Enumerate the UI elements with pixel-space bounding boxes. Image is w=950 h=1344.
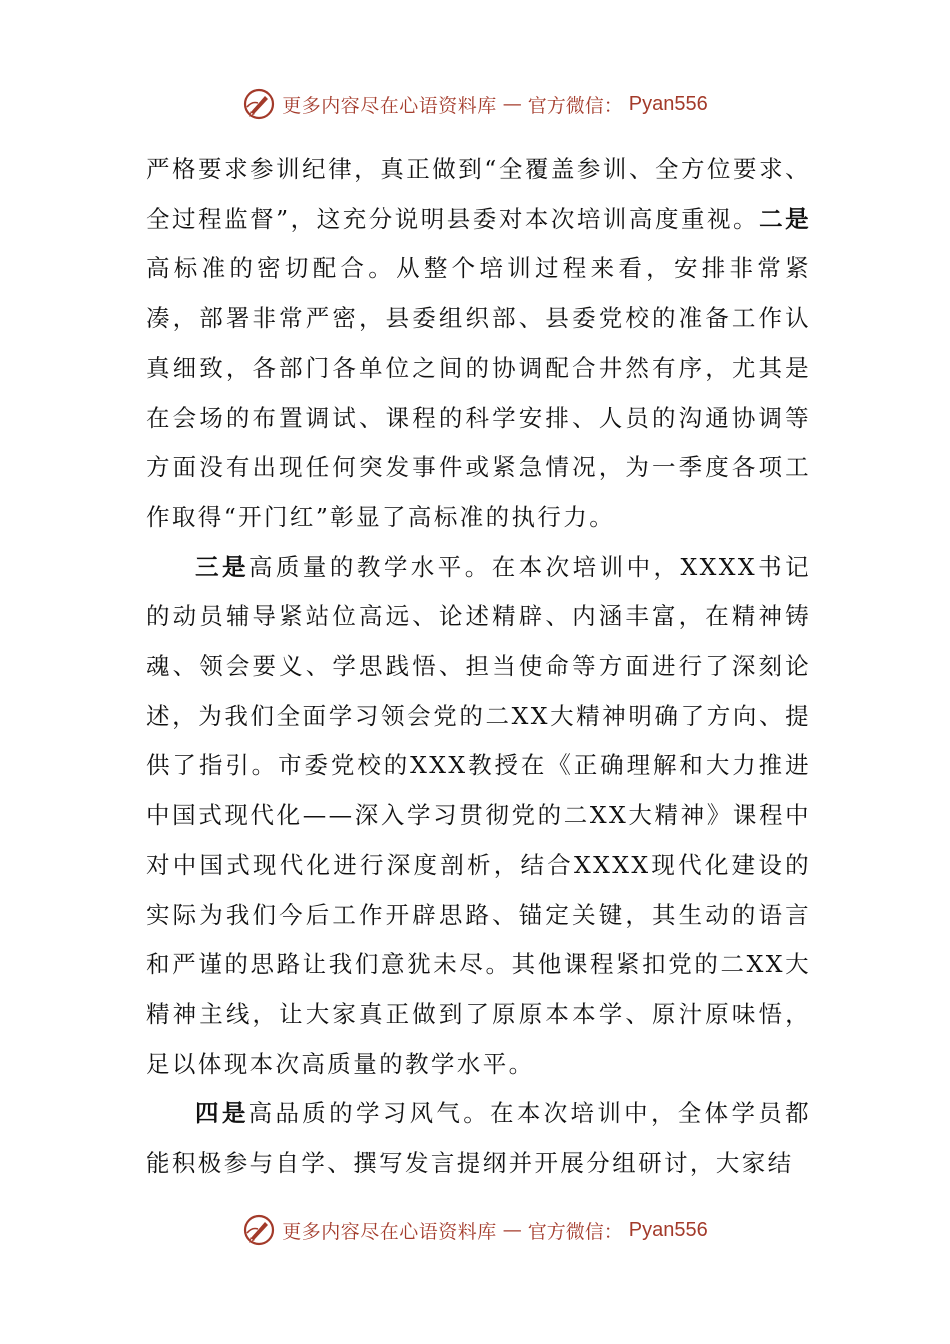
paragraph-1-bold-lead: 二是	[759, 204, 811, 233]
paragraph-1-text-a: 严格要求参训纪律，真正做到“全覆盖参训、全方位要求、全过程监督”，这充分说明县委对本次培训高度重视。	[146, 155, 811, 233]
paragraph-2	[146, 543, 811, 1090]
paragraph-3	[146, 1089, 811, 1188]
watermark-dash: —	[502, 93, 522, 115]
watermark-dash: —	[502, 1219, 522, 1241]
paragraph-1	[146, 145, 811, 543]
watermark-label: 官方微信：	[527, 94, 623, 117]
paragraph-2-bold-lead: 三是	[195, 552, 249, 581]
watermark-label: 官方微信：	[527, 1220, 623, 1243]
paragraph-1-text-b: 高标准的密切配合。从整个培训过程来看，安排非常紧凑，部署非常严密，县委组织部、县委党校的准备工作认真细致，各部门各单位之间的协调配合井然有序，尤其是在会场的布置调试、课程的科学安排、人员的沟通协调等方面没有出现任何突发事件或紧急情况，为一季度各项工作取得“开门红”彰显了高标准的执行力。	[146, 254, 811, 531]
pen-logo-icon	[242, 87, 276, 121]
watermark-main-text: 更多内容尽在心语资料库	[282, 1220, 497, 1243]
pen-logo-icon	[242, 1213, 276, 1247]
watermark-main-text: 更多内容尽在心语资料库	[282, 94, 497, 117]
paragraph-2-text: 高质量的教学水平。在本次培训中，XXXX书记的动员辅导紧站位高远、论述精辟、内涵丰富，在精神铸魂、领会要义、学思践悟、担当使命等方面进行了深刻论述，为我们全面学习领会党的二XX大精神明确了方向、提供了指引。市委党校的XXX教授在《正确理解和大力推进中国式现代化——深入学习贯彻党的二XX大精神》课程中对中国式现代化进行深度剖析，结合XXXX现代化建设的实际为我们今后工作开辟思路、锚定关键，其生动的语言和严谨的思路让我们意犹未尽。其他课程紧扣党的二XX大精神主线，让大家真正做到了原原本本学、原汁原味悟，足以体现本次高质量的教学水平。	[146, 552, 811, 1078]
header-watermark	[0, 84, 950, 124]
paragraph-3-bold-lead: 四是	[195, 1099, 249, 1128]
footer-watermark	[0, 1210, 950, 1250]
watermark-id: Pyan556	[628, 1218, 708, 1241]
document-body	[146, 145, 811, 1189]
paragraph-3-text: 高品质的学习风气。在本次培训中，全体学员都能积极参与自学、撰写发言提纲并开展分组研讨，大家结	[146, 1099, 811, 1178]
watermark-id: Pyan556	[628, 92, 708, 115]
